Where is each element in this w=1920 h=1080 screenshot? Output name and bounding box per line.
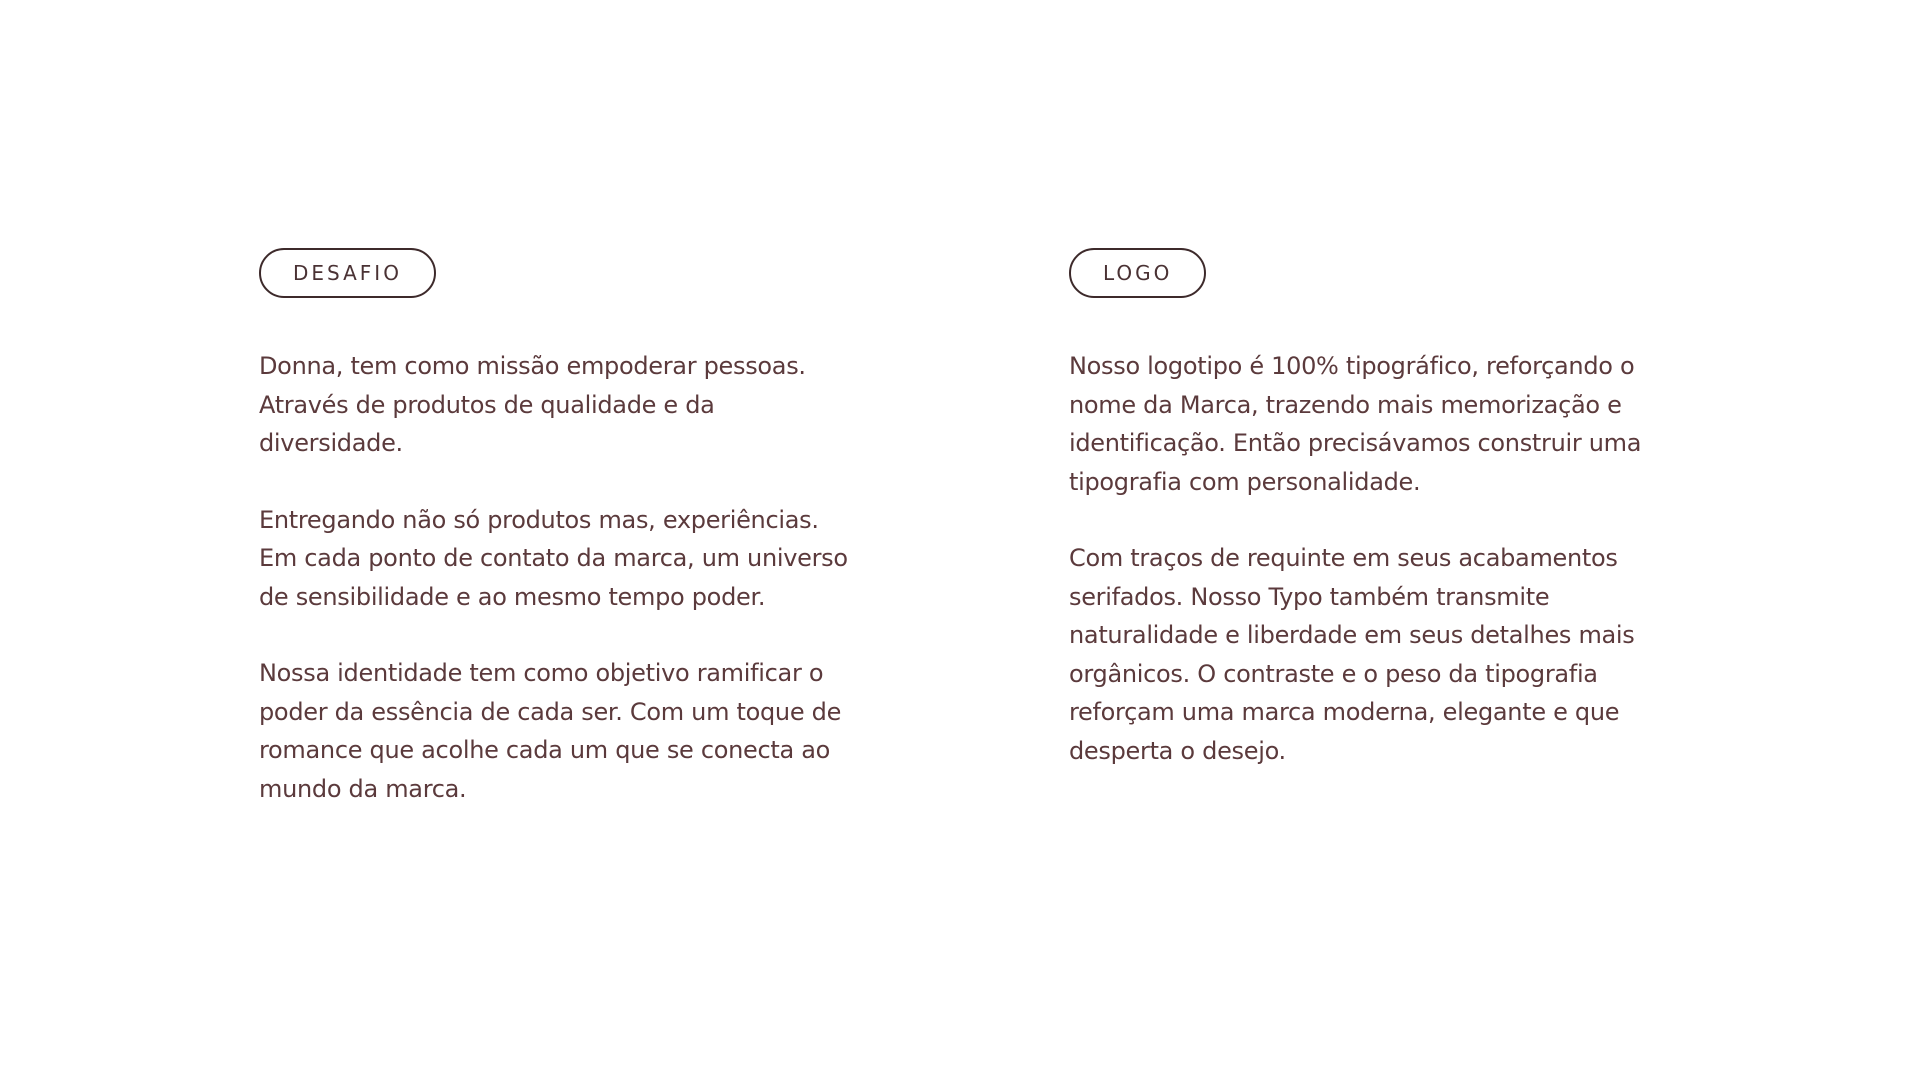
desafio-section [259,248,859,808]
logo-label: LOGO [1069,248,1206,298]
logo-paragraph-1: Nosso logotipo é 100% tipográfico, reforçando o nome da Marca, trazendo mais memorização e identificação. Então precisávamos construir uma tipografia com personalidade. [1069,352,1642,496]
desafio-paragraph-2: Entregando não só produtos mas, experiências. Em cada ponto de contato da marca, um universo de sensibilidade e ao mesmo tempo poder. [259,505,848,611]
desafio-paragraph-3: Nossa identidade tem como objetivo ramificar o poder da essência de cada ser. Com um toque de romance que acolhe cada um que se conecta ao mundo da marca. [259,659,842,803]
logo-section [1069,248,1679,770]
logo-text [1069,347,1679,770]
desafio-label: DESAFIO [259,248,436,298]
logo-paragraph-2: Com traços de requinte em seus acabamentos serifados. Nosso Typo também transmite naturalidade e liberdade em seus detalhes mais orgânicos. O contraste e o peso da tipografia reforçam uma marca moderna, elegante e que desperta o desejo. [1069,544,1635,765]
desafio-paragraph-1: Donna, tem como missão empoderar pessoas. Através de produtos de qualidade e da diversidade. [259,352,806,457]
desafio-text [259,347,859,808]
